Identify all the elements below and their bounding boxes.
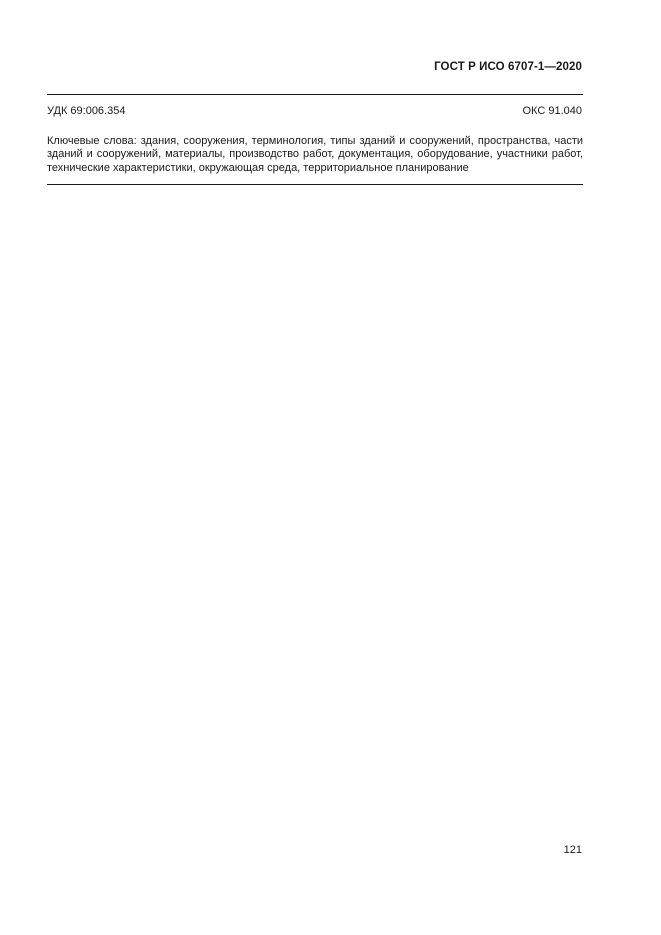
keywords-paragraph: Ключевые слова: здания, сооружения, терминология, типы зданий и сооружений, пространства, части зданий и сооружений, материалы, производство работ, документация, оборудование, участники работ, технические характеристики, окружающая среда, территориальное планирование <box>47 135 583 174</box>
oks-code: ОКС 91.040 <box>522 105 582 117</box>
top-divider <box>47 94 583 95</box>
bottom-divider <box>47 184 583 185</box>
standard-code-header: ГОСТ Р ИСО 6707-1—2020 <box>434 61 582 73</box>
page-number: 121 <box>563 844 582 856</box>
udk-code: УДК 69:006.354 <box>47 105 126 117</box>
